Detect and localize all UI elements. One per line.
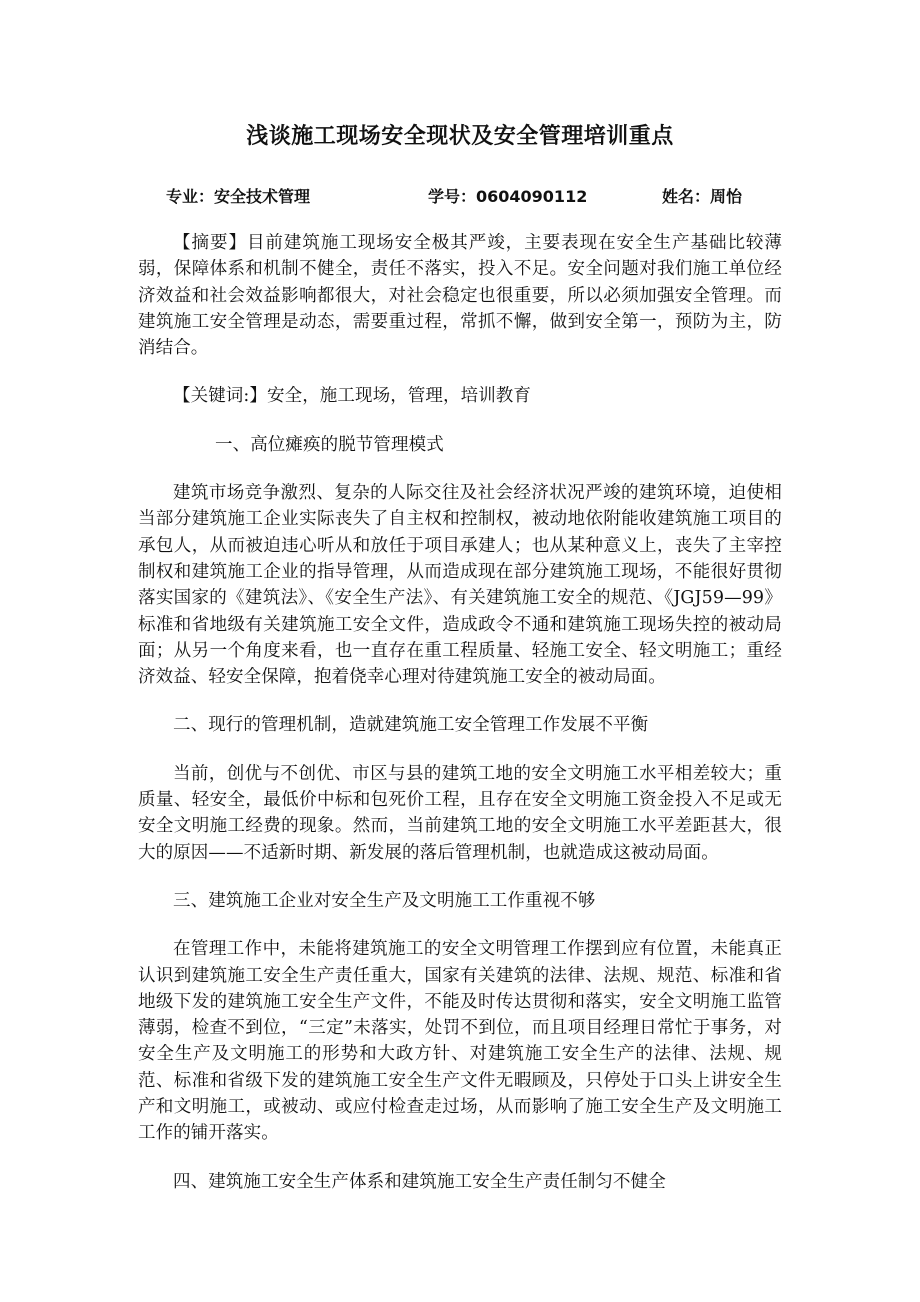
keywords-label: 【关键词:】 xyxy=(173,386,267,407)
abstract-text: 目前建筑施工现场安全极其严竣，主要表现在安全生产基础比较薄弱，保障体系和机制不健全，责任不落实，投入不足。安全问题对我们施工单位经济效益和社会效益影响都很大，对社会稳定也很重要，所以必须加强安全管理。而建筑施工安全管理是动态，需要重过程，常抓不懈，做到安全第一，预防为主，防消结合。 xyxy=(138,233,782,359)
author-name-label: 姓名：周怡 xyxy=(662,187,743,206)
keywords-text: 安全，施工现场，管理，培训教育 xyxy=(267,386,531,407)
author-info-row xyxy=(0,184,920,210)
keywords-paragraph xyxy=(138,383,782,409)
section-paragraph-1: 建筑市场竞争激烈、复杂的人际交往及社会经济状况严竣的建筑环境，迫使相当部分建筑施工企业实际丧失了自主权和控制权，被动地依附能收建筑施工项目的承包人，从而被迫违心听从和放任于项目承建人；也从某种意义上，丧失了主宰控制权和建筑施工企业的指导管理，从而造成现在部分建筑施工现场，不能很好贯彻落实国家的《建筑法》、《安全生产法》、有关建筑施工安全的规范、《JGJ59—99》标准和省地级有关建筑施工安全文件，造成政令不通和建筑施工现场失控的被动局面；从另一个角度来看，也一直存在重工程质量、轻施工安全、轻文明施工；重经济效益、轻安全保障，抱着侥幸心理对待建筑施工安全的被动局面。 xyxy=(138,483,782,688)
document-body xyxy=(138,230,782,1195)
abstract-label: 【摘要】 xyxy=(173,233,247,253)
major-label: 专业：安全技术管理 xyxy=(166,187,311,206)
student-id-label: 学号：0604090112 xyxy=(428,187,588,206)
section-heading-1: 一、高位瘫痪的脱节管理模式 xyxy=(215,434,444,455)
document-title: 浅谈施工现场安全现状及安全管理培训重点 xyxy=(246,124,674,149)
section-paragraph-2: 当前，创优与不创优、市区与县的建筑工地的安全文明施工水平相差较大；重质量、轻安全，最低价中标和包死价工程，且存在安全文明施工资金投入不足或无安全文明施工经费的现象。然而，当前建筑工地的安全文明施工水平差距甚大，很大的原因——不适新时期、新发展的落后管理机制，也就造成这被动局面。 xyxy=(138,763,782,863)
section-heading-4: 四、建筑施工安全生产体系和建筑施工安全生产责任制匀不健全 xyxy=(173,1171,666,1192)
abstract-paragraph xyxy=(138,230,782,361)
section-heading-3: 三、建筑施工企业对安全生产及文明施工工作重视不够 xyxy=(173,890,596,911)
section-heading-2: 二、现行的管理机制，造就建筑施工安全管理工作发展不平衡 xyxy=(173,715,649,736)
section-paragraph-3: 在管理工作中，未能将建筑施工的安全文明管理工作摆到应有位置，未能真正认识到建筑施工安全生产责任重大，国家有关建筑的法律、法规、规范、标准和省地级下发的建筑施工安全生产文件，不能及时传达贯彻和落实，安全文明施工监管薄弱，检查不到位，“三定”未落实，处罚不到位，而且项目经理日常忙于事务，对安全生产及文明施工的形势和大政方针、对建筑施工安全生产的法律、法规、规范、标准和省级下发的建筑施工安全生产文件无暇顾及，只停处于口头上讲安全生产和文明施工，或被动、或应付检查走过场，从而影响了施工安全生产及文明施工工作的铺开落实。 xyxy=(138,939,782,1144)
